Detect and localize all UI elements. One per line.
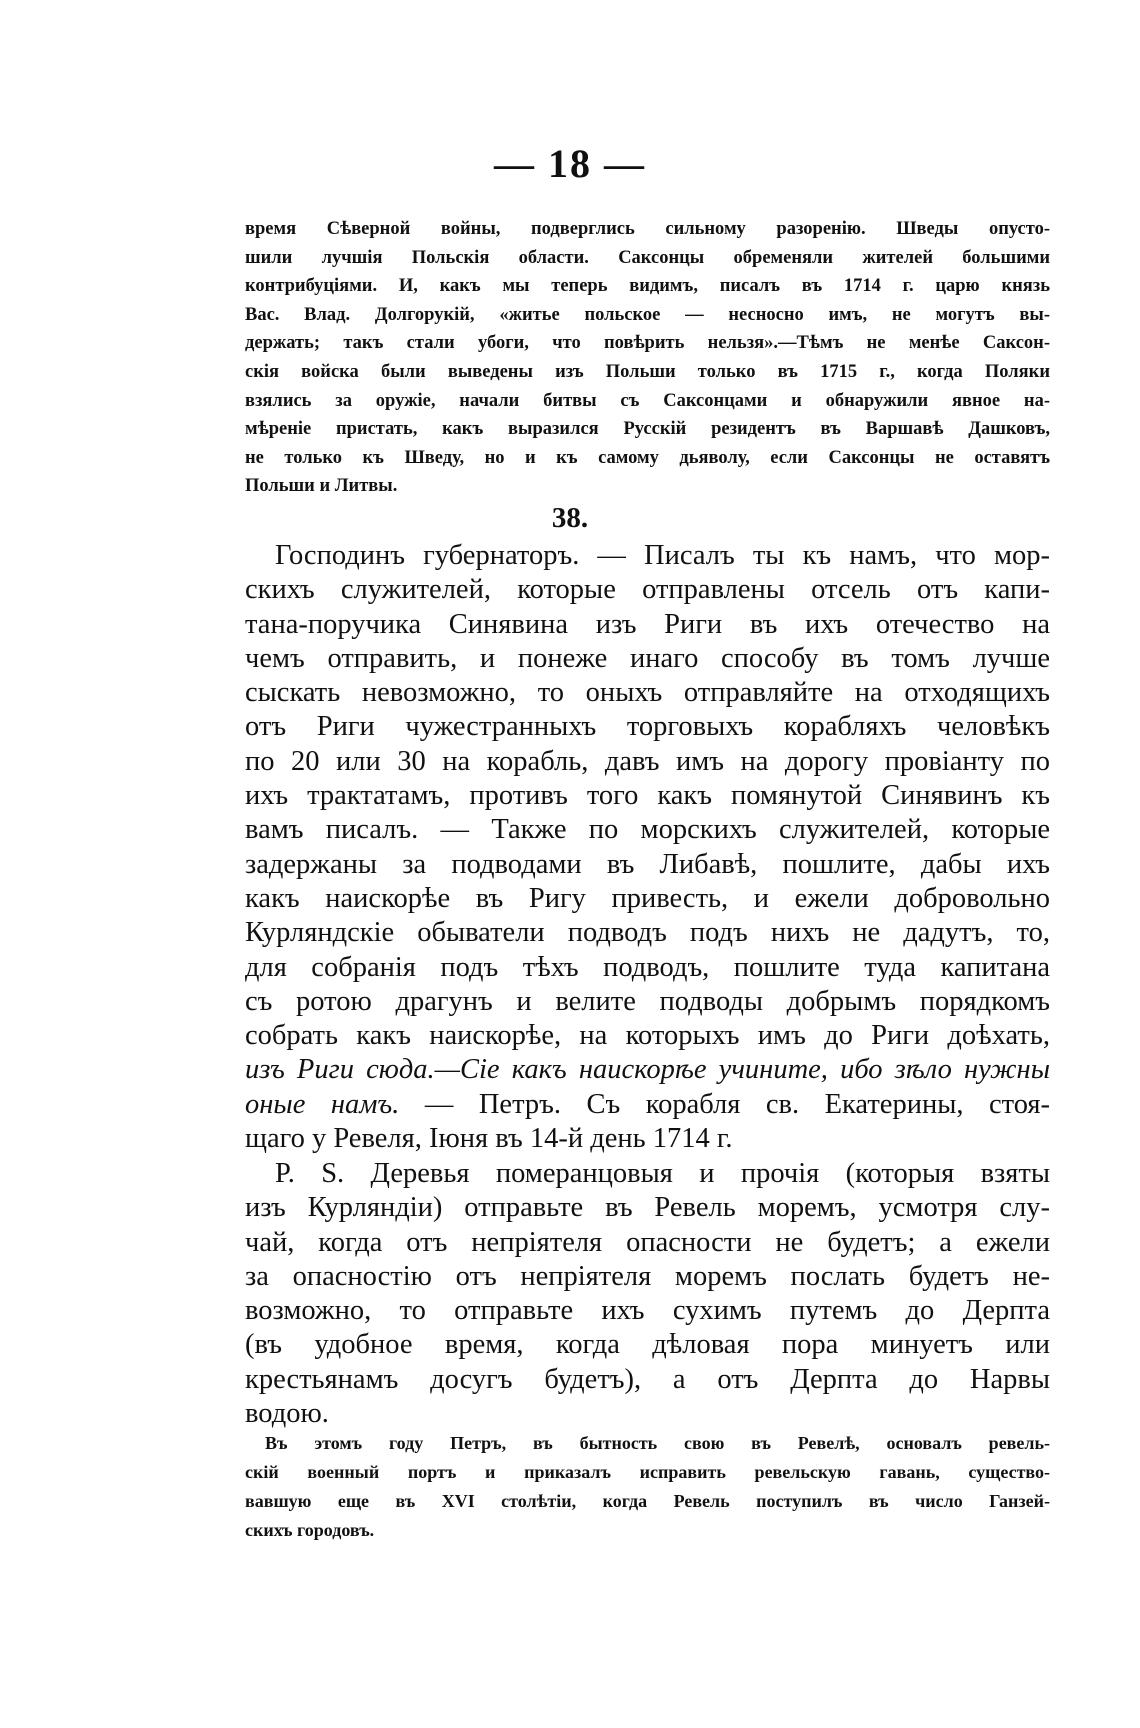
letter-signature-fragment: — Петръ. Съ корабля св. Екатерины, стоя- xyxy=(399,1088,1051,1120)
letter-line: какъ наискорѣе въ Ригу привесть, и ежели добровольно xyxy=(245,882,1050,914)
letter-line: ихъ трактатамъ, противъ того какъ помянутой Синявинъ къ xyxy=(245,780,1050,812)
letter-line: скихъ служителей, которые отправлены отсель отъ капи- xyxy=(245,574,1050,606)
letter-line: отъ Риги чужестранныхъ торговыхъ корабляхъ человѣкъ xyxy=(245,711,1050,743)
letter-line: для собранія подъ тѣхъ подводъ, пошлите туда капитана xyxy=(245,951,1050,983)
letter-closing-line: щаго у Ревеля, Іюня въ 14-й день 1714 г. xyxy=(245,1123,733,1155)
postscript-line: P. S. Деревья померанцовыя и прочія (которыя взяты xyxy=(275,1158,1050,1189)
note-line: скій военный портъ и приказалъ исправить ревельскую гавань, существо- xyxy=(245,1462,1050,1482)
intro-paragraph xyxy=(245,215,1050,501)
intro-line: мѣреніе пристать, какъ выразился Русскій резидентъ въ Варшавѣ Дашковъ, xyxy=(245,419,1050,440)
letter-line: по 20 или 30 на корабль, давъ имъ на дорогу провіанту по xyxy=(245,745,1050,777)
note-line: Въ этомъ году Петръ, въ бытность свою въ Ревелѣ, основалъ ревель- xyxy=(265,1433,1050,1453)
letter-line: сыскать невозможно, то оныхъ отправляйте на отходящихъ xyxy=(245,677,1050,709)
intro-line: контрибуціями. И, какъ мы теперь видимъ, писалъ въ 1714 г. царю князь xyxy=(245,276,1050,297)
letter-line: вамъ писалъ. — Также по морскихъ служителей, которые xyxy=(245,814,1050,846)
editorial-note xyxy=(245,1429,1050,1545)
postscript-line: крестьянамъ досугъ будетъ), а отъ Дерпта до Нарвы xyxy=(245,1363,1050,1395)
letter-line: чемъ отправить, и понеже инаго способу въ томъ лучше xyxy=(245,642,1050,674)
section-number: 38. xyxy=(551,502,589,534)
letter-line: тана-поручика Синявина изъ Риги въ ихъ отечество на xyxy=(245,608,1050,640)
postscript-line: за опасностію отъ непріятеля моремъ послать будетъ не- xyxy=(245,1260,1050,1292)
intro-line: время Сѣверной войны, подверглись сильному разоренію. Шведы опусто- xyxy=(245,219,1050,239)
page-number: — 18 — xyxy=(494,141,646,186)
postscript-line: изъ Курляндіи) отправьте въ Ревель моремъ, усмотря слу- xyxy=(245,1192,1050,1224)
intro-line: держать; такъ стали убоги, что повѣрить нельзя».—Тѣмъ не менѣе Саксон- xyxy=(245,333,1050,354)
postscript-line: водою. xyxy=(245,1398,329,1430)
intro-line: шили лучшія Польскія области. Саксонцы обременяли жителей большими xyxy=(245,247,1050,268)
intro-line: не только къ Шведу, но и къ самому дьяволу, если Саксонцы не оставятъ xyxy=(245,447,1050,468)
intro-line: взялись за оружіе, начали битвы съ Саксонцами и обнаружили явное на- xyxy=(245,390,1050,411)
letter-italic-fragment: оные намъ. xyxy=(245,1088,400,1120)
letter-line: собрать какъ наискорѣе, на которыхъ имъ до Риги доѣхать, xyxy=(245,1020,1050,1052)
intro-line: Вас. Влад. Долгорукій, «житье польское — несносно имъ, не могутъ вы- xyxy=(245,304,1050,325)
letter-line: Господинъ губернаторъ. — Писалъ ты къ намъ, что мор- xyxy=(275,540,1050,571)
note-line: скихъ городовъ. xyxy=(245,1520,375,1540)
postscript-line: возможно, то отправьте ихъ сухимъ путемъ до Дерпта xyxy=(245,1295,1050,1327)
note-line: вавшую еще въ XVI столѣтіи, когда Ревель поступилъ въ число Ганзей- xyxy=(245,1491,1050,1511)
postscript-line: чай, когда отъ непріятеля опасности не будетъ; а ежели xyxy=(245,1226,1050,1258)
letter-line: съ ротою драгунъ и велите подводы добрымъ порядкомъ xyxy=(245,985,1050,1017)
letter-line: Курляндскіе обыватели подводъ подъ нихъ не дадутъ, то, xyxy=(245,917,1050,949)
postscript-paragraph xyxy=(245,1157,1050,1431)
letter-paragraph xyxy=(245,539,1050,1156)
intro-line: скія войска были выведены изъ Польши только въ 1715 г., когда Поляки xyxy=(245,361,1050,382)
letter-line: задержаны за подводами въ Либавѣ, пошлите, дабы ихъ xyxy=(245,848,1050,880)
postscript-line: (въ удобное время, когда дѣловая пора минуетъ или xyxy=(245,1329,1050,1361)
letter-line-italic: изъ Риги сюда.—Сіе какъ наискорѣе учините, ибо зѣло нужны xyxy=(245,1054,1050,1086)
letter-line-mixed xyxy=(245,1088,1050,1122)
intro-line: Польши и Литвы. xyxy=(245,476,398,497)
